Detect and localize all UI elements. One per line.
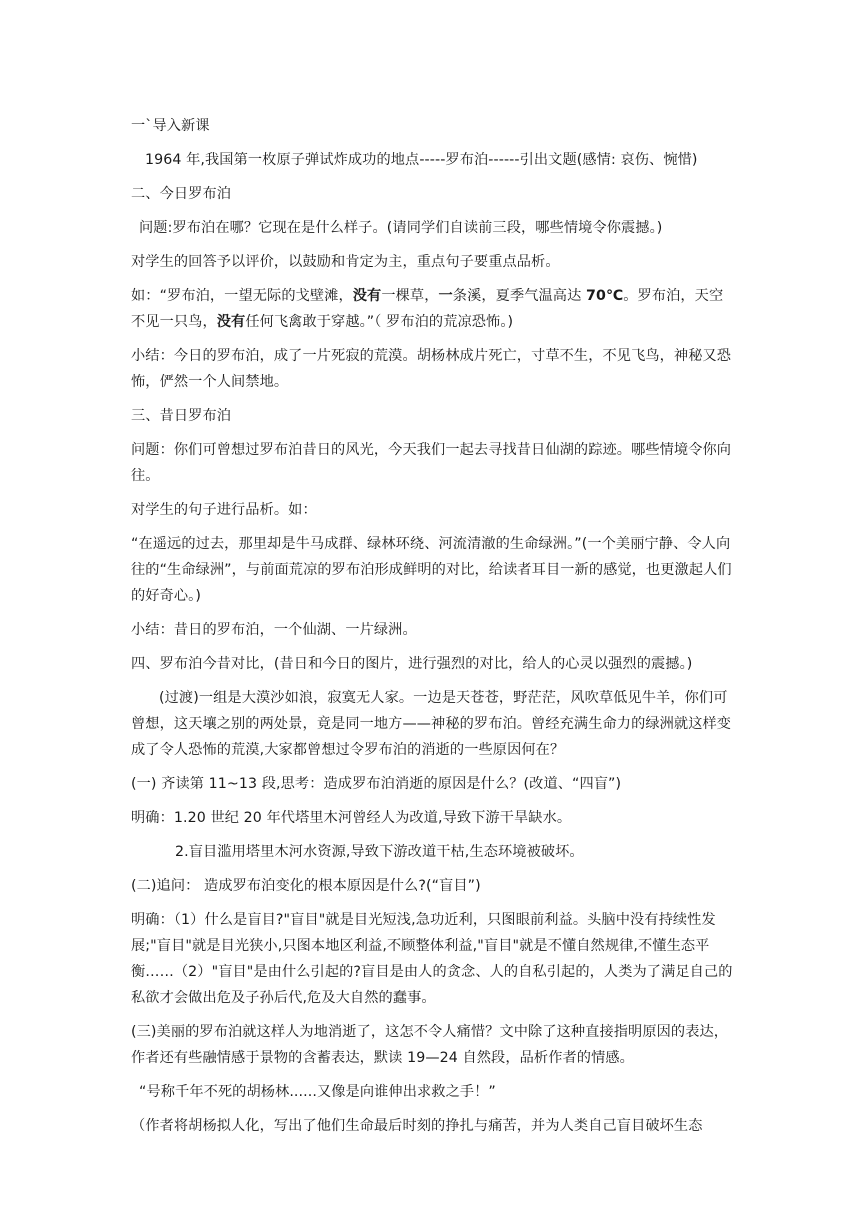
bold-text: 没有	[352, 288, 382, 304]
paragraph-intro: 1964 年,我国第一枚原子弹试炸成功的地点-----罗布泊------引出文题(感情: 哀伤、惋惜)	[145, 152, 698, 168]
bold-text: 一	[438, 288, 453, 304]
document-body	[131, 113, 735, 1147]
paragraph-answer-1: 明确：1.20 世纪 20 年代塔里木河曾经人为改道,导致下游干旱缺水。	[131, 810, 572, 826]
section-heading-compare: 四、罗布泊今昔对比，(昔日和今日的图片，进行强烈的对比，给人的心灵以强烈的震撼。)	[131, 656, 693, 672]
paragraph-evaluation: 对学生的回答予以评价，以鼓励和肯定为主，重点句子要重点品析。	[131, 254, 560, 270]
text-span: 任何飞禽敢于穿越。”（ 罗布泊的荒凉恐怖。)	[245, 314, 514, 330]
paragraph-summary-today: 小结：今日的罗布泊，成了一片死寂的荒漠。胡杨林成片死亡，寸草不生，不见飞鸟，神秘又恐怖，俨然一个人间禁地。	[131, 348, 732, 390]
paragraph-follow-up-question: (二)追问： 造成罗布泊变化的根本原因是什么?(“盲目”)	[131, 878, 481, 894]
paragraph-summary-past: 小结：昔日的罗布泊，一个仙湖、一片绿洲。	[131, 622, 417, 638]
paragraph-explanation-blind: 明确：（1）什么是盲目?"盲目"就是目光短浅,急功近利，只图眼前利益。头脑中没有持续性发展;"盲目"就是目光狭小,只图本地区利益,不顾整体利益,"盲目"就是不懂自然规律,不懂生态平衡……（2）"盲目"是由什么引起的?盲目是由人的贪念、人的自私引起的，人类为了满足自己的私欲才会做出危及子孙后代,危及大自然的蠢事。	[131, 912, 733, 1006]
text-span: 。罗布泊，天空不见一只鸟，	[131, 288, 724, 330]
paragraph-quote-past: “在遥远的过去，那里却是牛马成群、绿林环绕、河流清澈的生命绿洲。”(一个美丽宁静、令人向往的“生命绿洲”，与前面荒凉的罗布泊形成鲜明的对比，给读者耳目一新的感觉，也更激起人们的好奇心。)	[131, 536, 732, 604]
bold-text: 70℃	[586, 288, 624, 304]
paragraph-author-intent: （作者将胡杨拟人化，写出了他们生命最后时刻的挣扎与痛苦，并为人类自己盲目破坏生态	[131, 1118, 703, 1134]
paragraph-question-today: 问题:罗布泊在哪？它现在是什么样子。(请同学们自读前三段，哪些情境令你震撼。)	[139, 220, 663, 236]
paragraph-reading-task: (一) 齐读第 11~13 段,思考：造成罗布泊消逝的原因是什么？(改道、“四盲”)	[131, 776, 622, 792]
paragraph-quote-poplar: “号称千年不死的胡杨林......又像是向谁伸出求救之手！”	[139, 1084, 496, 1100]
text-span: 条溪，夏季气温高达	[452, 288, 586, 304]
section-heading-today: 二、今日罗布泊	[131, 186, 232, 202]
paragraph-answer-2: 2.盲目滥用塔里木河水资源,导致下游改道干枯,生态环境被破坏。	[175, 844, 584, 860]
paragraph-quote-today	[131, 283, 735, 335]
paragraph-transition: (过渡)一组是大漠沙如浪，寂寞无人家。一边是天苍苍，野茫茫，风吹草低见牛羊，你们可曾想，这天壤之别的两处景，竟是同一地方——神秘的罗布泊。曾经充满生命力的绿洲就这样变成了令人恐怖的荒漠,大家都曾想过令罗布泊的消逝的一些原因何在？	[131, 690, 732, 758]
paragraph-analysis-intro: 对学生的句子进行品析。如：	[131, 502, 317, 518]
section-heading-past: 三、昔日罗布泊	[131, 408, 232, 424]
paragraph-implicit-expression: (三)美丽的罗布泊就这样人为地消逝了，这怎不令人痛惜？文中除了这种直接指明原因的表达，作者还有些融情感于景物的含蓄表达，默读 19—24 自然段，品析作者的情感。	[131, 1024, 729, 1066]
paragraph-question-past: 问题：你们可曾想过罗布泊昔日的风光，今天我们一起去寻找昔日仙湖的踪迹。哪些情境令你向往。	[131, 442, 732, 484]
text-span: 一棵草，	[381, 288, 439, 304]
text-span: 如：“罗布泊，一望无际的戈壁滩，	[131, 288, 353, 304]
section-heading-intro: 一`导入新课	[131, 118, 210, 134]
bold-text: 没有	[216, 314, 246, 330]
